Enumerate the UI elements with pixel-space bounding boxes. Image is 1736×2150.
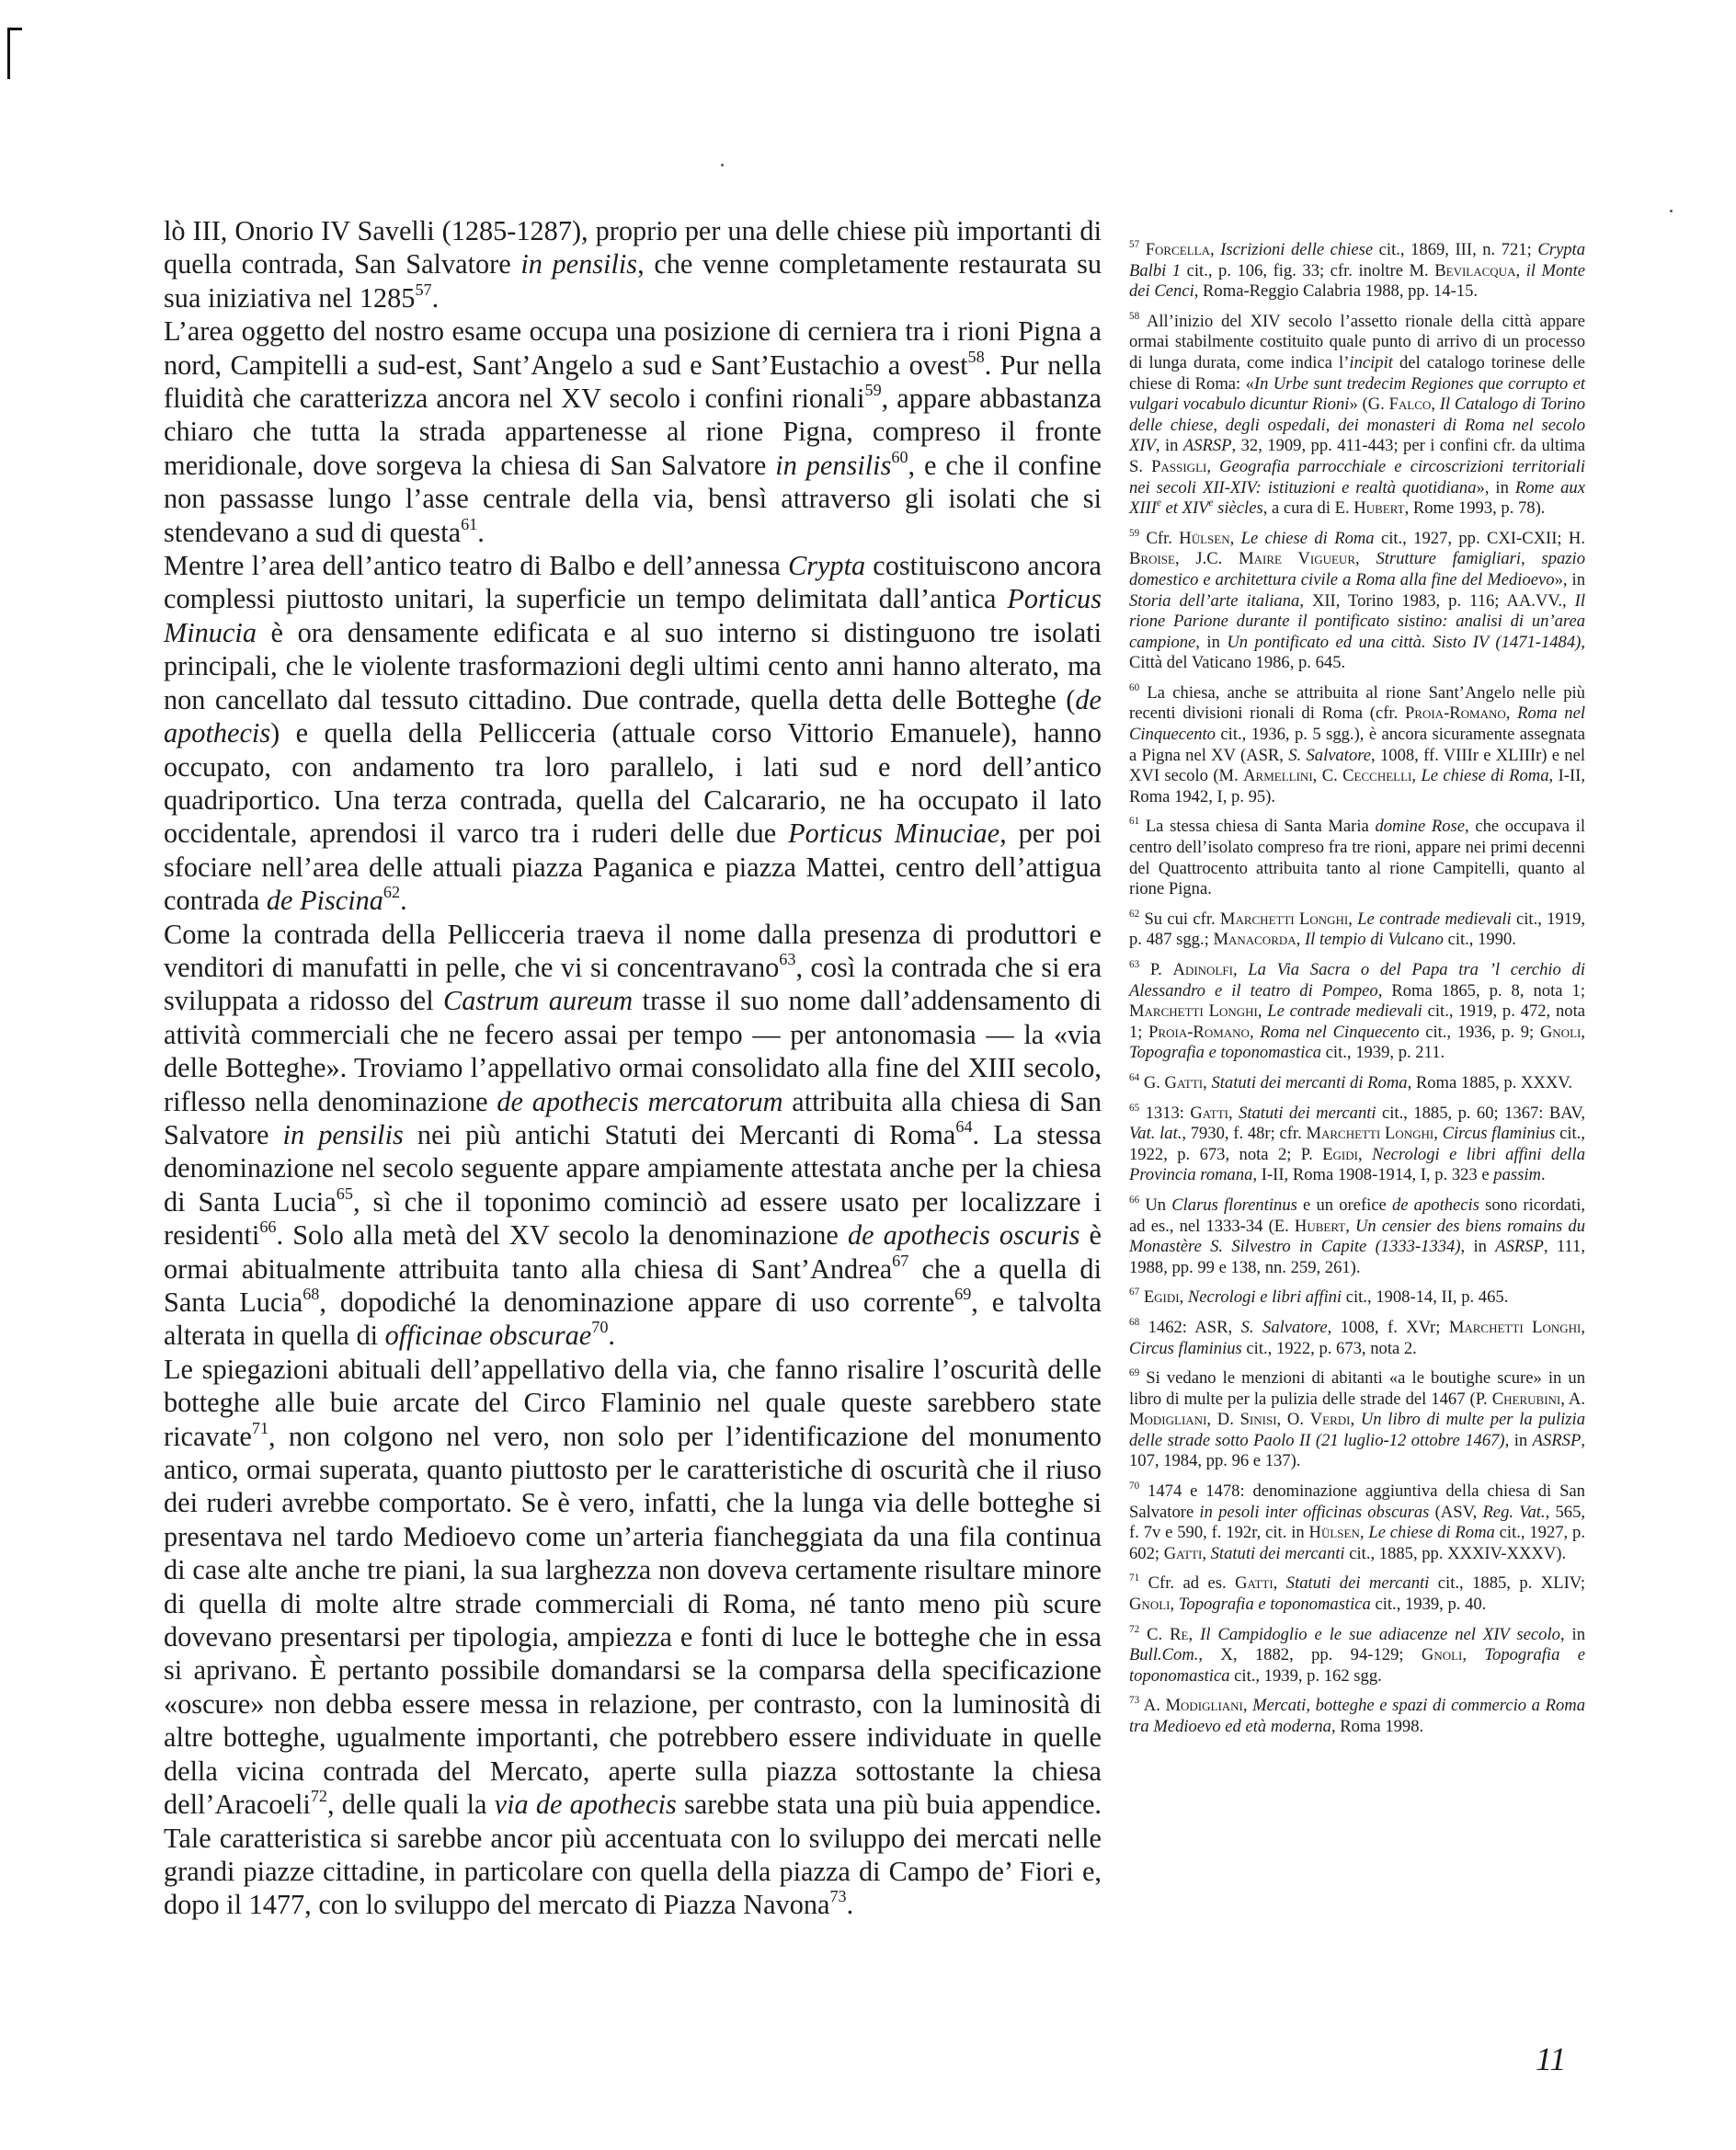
footnote-text: C. Re, Il Campidoglio e le sue adiacenze nel XIV secolo, in Bull.Com., X, 1882, pp. 94-129; Gnoli, Topografia e toponomastica cit., 1939, p. 162 sgg. [1129, 1624, 1586, 1686]
author-name: Egidi [1143, 1287, 1180, 1308]
footnote-reference: 59 [864, 380, 882, 399]
body-paragraph: lò III, Onorio IV Savelli (1285-1287), proprio per una delle chiese più importanti di quella contrada, San Salvatore in pensilis, che venne completamente restaurata su sua iniziativa nel 1285$^{57}$. [164, 215, 1102, 314]
author-name: Adinolfi [1172, 960, 1233, 979]
italic-text: ASRSP [1495, 1237, 1544, 1257]
footnotes-column [1129, 240, 1585, 1738]
body-paragraph: L’area oggetto del nostro esame occupa una posizione di cerniera tra i rioni Pigna a nord, Campitelli a sud-est, Sant’Angelo a sud e Sant’Eustachio a ovest$^{58}$. Pur nella fluidità che caratterizza ancora nel XV secolo i confini rionali$^{59}$, appare abbastanza chiaro che tutta la strada appartenesse al rione Pigna, compreso il fronte meridionale, dove sorgeva la chiesa di San Salvatore in pensilis$^{60}$, e che il confine non passasse lungo l’asse centrale della via, bensì attraverso gli isolati che si stendevano a sud di questa$^{61}$. [164, 315, 1102, 548]
italic-text: Crypta Balbi 1 [1129, 240, 1586, 280]
italic-text: in pensilis [282, 1118, 404, 1150]
author-name: Marchetti Longhi [1219, 909, 1349, 929]
footnote-text: Si vedano le menzioni di abitanti «a le boutighe scure» in un libro di multe per la pulizia delle strade del 1467 (P. Cherubini, A. Modigliani, D. Sinisi, O. Verdi, Un libro di multe per la pulizia delle strade sotto Paolo II (21 luglio-12 ottobre 1467), in ASRSP, 107, 1984, pp. 96 e 137). [1129, 1368, 1586, 1471]
italic-text: Il tempio di Vulcano [1304, 930, 1444, 950]
italic-text: Necrologi e libri affini della Provincia romana [1129, 1144, 1586, 1185]
footnote-reference: 70 [591, 1318, 609, 1337]
footnote-number: 69 [1129, 1367, 1140, 1379]
footnote-67 [1129, 1287, 1585, 1309]
footnote-number: 60 [1129, 681, 1140, 693]
author-name: Re [1170, 1624, 1189, 1644]
italic-text: Rome aux XIIIe et XIVe siècles [1129, 477, 1585, 519]
footnote-text: Cfr. ad es. Gatti, Statuti dei mercanti cit., 1885, p. XLIV; Gnoli, Topografia e toponomastica cit., 1939, p. 40. [1129, 1573, 1585, 1615]
footnote-text: La chiesa, anche se attribuita al rione Sant’Angelo nelle più recenti divisioni rionali di Roma (cfr. Proia-Romano, Roma nel Cinquecento cit., 1936, p. 5 sgg.), è ancora sicuramente assegnata a Pigna nel XV (ASR, S. Salvatore, 1008, ff. VIIIr e XLIIIr) e nel XVI secolo (M. Armellini, C. Cecchelli, Le chiese di Roma, I-II, Roma 1942, I, p. 95). [1129, 682, 1586, 806]
footnote-64 [1129, 1073, 1585, 1094]
footnote-number: 64 [1129, 1071, 1140, 1083]
body-paragraph: Mentre l’area dell’antico teatro di Balbo e dell’annessa Crypta costituiscono ancora complessi piuttosto unitari, la superficie un tempo delimitata dall’antica Porticus Minucia è ora densamente edificata e al suo interno si distinguono tre isolati principali, che le violente trasformazioni degli ultimi cento anni hanno alterato, ma non cancellato dal tessuto cittadino. Due contrade, quella detta delle Botteghe (de apothecis) e quella della Pellicceria (attuale corso Vittorio Emanuele), hanno occupato, con andamento tra loro parallelo, i lati sud e nord dell’antico quadriportico. Una terza contrada, quella del Calcarario, ne ha occupato il lato occidentale, aprendosi il varco tra i ruderi delle due Porticus Minuciae, per poi sfociare nell’area delle attuali piazza Paganica e piazza Mattei, centro dell’attigua contrada de Piscina$^{62}$. [164, 550, 1102, 917]
footnote-59 [1129, 529, 1585, 674]
footnote-number: 62 [1129, 908, 1140, 920]
italic-text: Porticus Minuciae, [788, 818, 1007, 850]
footnote-number: 70 [1129, 1481, 1140, 1492]
italic-text: Geografia parrocchiale e circoscrizioni territoriali nei secoli XII-XIV: istituzioni e realtà quotidiana [1129, 456, 1585, 497]
author-name: Gatti [1163, 1543, 1203, 1563]
footnote-reference: 68 [303, 1284, 320, 1303]
italic-text: de apothecis mercatorum [497, 1085, 783, 1117]
footnote-text: Egidi, Necrologi e libri affini cit., 1908-14, II, p. 465. [1143, 1287, 1509, 1308]
author-name: Proia-Romano [1404, 703, 1506, 724]
italic-text: Reg. Vat. [1482, 1502, 1546, 1522]
author-name: Gnoli [1129, 1595, 1171, 1615]
author-name: Gatti [1164, 1072, 1204, 1092]
dust-speck [721, 164, 724, 166]
footnote-72 [1129, 1625, 1585, 1687]
italic-text: Le chiese di Roma [1421, 766, 1549, 786]
footnote-number: 63 [1129, 958, 1140, 970]
main-text-column [164, 214, 1102, 1922]
italic-text: de apothecis oscuris [847, 1219, 1080, 1252]
footnote-text: P. Adinolfi, La Via Sacra o del Papa tra ’l cerchio di Alessandro e il teatro di Pompeo, Roma 1865, p. 8, nota 1; Marchetti Longhi, Le contrade medievali cit., 1919, p. 472, nota 1; Proia-Romano, Roma nel Cinquecento cit., 1936, p. 9; Gnoli, Topografia e toponomastica cit., 1939, p. 211. [1129, 960, 1585, 1063]
footnote-reference: 57 [415, 280, 432, 299]
italic-text: de apothecis [1391, 1195, 1479, 1215]
italic-text: Clarus florentinus [1171, 1195, 1297, 1215]
italic-text: Le chiese di Roma [1368, 1523, 1495, 1543]
italic-text: Il Campidoglio e le sue adiacenze nel XIV secolo [1200, 1624, 1560, 1644]
italic-text: Porticus Minucia [164, 583, 1102, 648]
footnote-number: 65 [1129, 1102, 1140, 1114]
footnote-60 [1129, 683, 1585, 808]
footnote-65 [1129, 1104, 1585, 1186]
author-name: Marchetti Longhi [1129, 1001, 1258, 1022]
footnote-reference: e [1208, 497, 1214, 509]
footnote-reference: 65 [336, 1184, 353, 1203]
italic-text: Bull.Com. [1129, 1645, 1199, 1665]
italic-text: Statuti dei mercanti [1285, 1573, 1430, 1594]
footnote-text: Cfr. Hülsen, Le chiese di Roma cit., 1927, pp. CXI-CXII; H. Broise, J.C. Maire Vigueur, Strutture famigliari, spazio domestico e architettura civile a Roma alla fine del Medioevo», in Storia dell’arte italiana, XII, Torino 1983, p. 116; AA.VV., Il rione Parione durante il pontificato sistino: analisi di un’area campione, in Un pontificato ed una città. Sisto IV (1471-1484), Città del Vaticano 1986, p. 645. [1129, 528, 1586, 673]
italic-text: Vat. lat. [1129, 1124, 1182, 1144]
footnote-reference: 72 [310, 1787, 327, 1806]
footnote-69 [1129, 1368, 1585, 1472]
italic-text: domine Rose [1375, 817, 1466, 837]
italic-text: via de apothecis [494, 1789, 677, 1821]
dust-speck [1670, 210, 1673, 212]
footnote-number: 67 [1129, 1287, 1140, 1298]
italic-text: Statuti dei mercanti di Roma [1211, 1072, 1408, 1092]
italic-text: Le contrade medievali [1267, 1001, 1422, 1022]
author-name: Hubert [1294, 1216, 1346, 1236]
italic-text: Statuti dei mercanti [1239, 1103, 1376, 1123]
footnote-text: All’inizio del XIV secolo l’assetto rionale della città appare ormai stabilmente costituito quale punto di arrivo di un processo di lunga durata, come indica l’incipit del catalogo torinese delle chiese di Roma: «In Urbe sunt tredecim Regiones que corrupto et vulgari vocabulo dicuntur Rioni» (G. Falco, Il Catalogo di Torino delle chiese, degli ospedali, dei monasteri di Roma nel secolo XIV, in ASRSP, 32, 1909, pp. 411-443; per i confini cfr. da ultima S. Passigli, Geografia parrocchiale e circoscrizioni territoriali nei secoli XII-XIV: istituzioni e realtà quotidiana», in Rome aux XIIIe et XIVe siècles, a cura di E. Hubert, Rome 1993, p. 78). [1129, 311, 1585, 519]
author-name: Egidi [1322, 1144, 1358, 1164]
italic-text: S. Salvatore [1288, 745, 1372, 765]
footnote-number: 68 [1129, 1316, 1140, 1328]
author-name: Manacorda [1213, 930, 1296, 950]
footnote-58 [1129, 312, 1585, 520]
italic-text: Mercati, botteghe e spazi di commercio a Roma tra Medioevo ed età moderna [1129, 1696, 1585, 1736]
italic-text: Il rione Parione durante il pontificato sistino: analisi di un’area campione [1129, 590, 1586, 652]
author-name: Broise [1129, 549, 1175, 569]
footnote-text: Forcella, Iscrizioni delle chiese cit., 1869, III, n. 721; Crypta Balbi 1 cit., p. 106, fig. 33; cfr. inoltre M. Bevilacqua, il Monte dei Cenci, Roma-Reggio Calabria 1988, pp. 14-15. [1129, 240, 1586, 302]
author-name: Marchetti Longhi [1448, 1317, 1582, 1337]
author-name: Modigliani [1129, 1410, 1207, 1430]
footnote-number: 66 [1129, 1194, 1140, 1206]
footnote-66 [1129, 1195, 1585, 1278]
footnote-number: 61 [1129, 816, 1140, 828]
author-name: Marchetti Longhi [1306, 1124, 1434, 1144]
author-name: Forcella [1145, 240, 1210, 259]
footnote-73 [1129, 1696, 1585, 1737]
italic-text: Un libro di multe per la pulizia delle strade sotto Paolo II (21 luglio-12 ottobre 1467) [1129, 1410, 1586, 1450]
italic-text: Un censier des biens romains du Monastère S. Silvestro in Capite (1333-1334) [1129, 1216, 1585, 1257]
footnote-text: 1313: Gatti, Statuti dei mercanti cit., 1885, p. 60; 1367: BAV, Vat. lat., 7930, f. 48r; cfr. Marchetti Longhi, Circus flaminius cit., 1922, p. 673, nota 2; P. Egidi, Necrologi e libri affini della Provincia romana, I-II, Roma 1908-1914, I, p. 323 e passim. [1129, 1103, 1586, 1185]
footnote-reference: e [1156, 497, 1161, 509]
author-name: Gatti [1190, 1103, 1228, 1123]
italic-text: Circus flaminius [1442, 1124, 1556, 1144]
author-name: Hülsen [1179, 528, 1230, 548]
footnote-text: La stessa chiesa di Santa Maria domine Rose, che occupava il centro dell’isolato compreso fra tre rioni, appare nei primi decenni del Quattrocento attribuita tanto al rione Campitelli, quanto al rione Pigna. [1129, 817, 1585, 899]
footnote-62 [1129, 909, 1585, 951]
footnote-reference: 58 [967, 347, 985, 366]
author-name: Proia-Romano [1148, 1022, 1250, 1042]
italic-text: La Via Sacra o del Papa tra ’l cerchio di Alessandro e il teatro di Pompeo [1129, 960, 1585, 1001]
footnote-text: Su cui cfr. Marchetti Longhi, Le contrade medievali cit., 1919, p. 487 sgg.; Manacorda, Il tempio di Vulcano cit., 1990. [1129, 909, 1586, 950]
body-paragraph: Le spiegazioni abituali dell’appellativo della via, che fanno risalire l’oscurità delle botteghe alle buie arcate del Circo Flaminio nel quale queste sarebbero state ricavate$^{71}$, non colgono nel vero, non solo per l’identificazione del monumento antico, ormai superata, quanto piuttosto per le caratteristiche di oscurità che il riuso dei ruderi avrebbe comportato. Se è vero, infatti, che la lunga via delle botteghe si presentava nel tardo Medioevo come un’arteria fiancheggiata da una fila continua di case alte anche tre piani, la sua larghezza non doveva certamente risultare minore di quella di molte altre strade commerciali di Roma, né tanto meno più scure dovevano presentarsi per tipologia, ampiezza e fonti di luce le botteghe che in essa si aprivano. È pertanto possibile domandarsi se la comparsa della specificazione «oscure» non debba essere messa in relazione, per contrasto, con la luminosità di altre botteghe, ugualmente importanti, che potrebbero essere individuate in quelle della vicina contrada del Mercato, aperte sulla piazza sottostante la chiesa dell’Aracoeli$^{72}$, delle quali la via de apothecis sarebbe stata una più buia appendice. Tale caratteristica si sarebbe ancor più accentuata con lo sviluppo dei mercati nelle grandi piazze cittadine, in particolare con quella della piazza di Campo de’ Fiori e, dopo il 1477, con lo sviluppo del mercato di Piazza Navona$^{73}$. [164, 1353, 1102, 1921]
footnote-reference: 62 [383, 883, 401, 902]
footnote-number: 72 [1129, 1623, 1140, 1635]
author-name: Falco [1388, 395, 1432, 415]
footnote-reference: 71 [251, 1418, 269, 1437]
footnote-reference: 73 [829, 1887, 847, 1906]
italic-text: Statuti dei mercanti [1210, 1543, 1345, 1563]
footnote-number: 58 [1129, 310, 1140, 322]
italic-text: passim [1493, 1165, 1541, 1185]
author-name: Hülsen [1308, 1523, 1360, 1543]
italic-text: ASRSP [1182, 436, 1232, 456]
italic-text: officinae obscurae [384, 1320, 592, 1352]
footnote-text: 1462: ASR, S. Salvatore, 1008, f. XVr; Marchetti Longhi, Circus flaminius cit., 1922, p. 673, nota 2. [1129, 1317, 1585, 1358]
footnote-text: A. Modigliani, Mercati, botteghe e spazi di commercio a Roma tra Medioevo ed età moderna, Roma 1998. [1129, 1696, 1585, 1736]
italic-text: in pensilis [520, 248, 638, 280]
footnote-reference: 61 [461, 514, 478, 533]
footnote-reference: 64 [955, 1116, 973, 1136]
italic-text: Circus flaminius [1129, 1338, 1242, 1358]
author-name: Cecchelli [1342, 766, 1412, 786]
italic-text: S. Salvatore [1240, 1317, 1328, 1337]
italic-text: Topografia e toponomastica [1178, 1595, 1371, 1615]
italic-text: Iscrizioni delle chiese [1220, 240, 1374, 259]
footnote-reference: 66 [259, 1218, 277, 1237]
italic-text: Il Catalogo di Torino delle chiese, degli ospedali, dei monasteri di Roma nel secolo XIV [1129, 395, 1585, 456]
footnote-57 [1129, 240, 1585, 303]
footnote-text: Un Clarus florentinus e un orefice de apothecis sono ricordati, ad es., nel 1333-34 (E. Hubert, Un censier des biens romains du Monastère S. Silvestro in Capite (1333-1334), in ASRSP, 111, 1988, pp. 99 e 138, nn. 259, 261). [1129, 1195, 1586, 1277]
footnote-number: 73 [1129, 1695, 1140, 1707]
author-name: Maire Vigueur [1239, 549, 1355, 569]
author-name: Gatti [1235, 1573, 1273, 1594]
italic-text: Un pontificato ed una città. Sisto IV (1471-1484) [1227, 632, 1582, 652]
footnote-reference: 63 [779, 949, 796, 968]
author-name: Bevilacqua [1434, 260, 1516, 280]
footnote-text: 1474 e 1478: denominazione aggiuntiva della chiesa di San Salvatore in pesoli inter officinas obscuras (ASV, Reg. Vat., 565, f. 7v e 590, f. 192r, cit. in Hülsen, Le chiese di Roma cit., 1927, p. 602; Gatti, Statuti dei mercanti cit., 1885, pp. XXXIV-XXXV). [1129, 1481, 1586, 1563]
footnote-number: 59 [1129, 527, 1140, 539]
footnote-number: 71 [1129, 1572, 1140, 1584]
author-name: Sinisi [1239, 1410, 1277, 1430]
footnote-61 [1129, 817, 1585, 899]
italic-text: Strutture famigliari, spazio domestico e architettura civile a Roma alla fine del Medioevo [1129, 549, 1585, 589]
italic-text: in pesoli inter officinas obscuras [1199, 1502, 1430, 1522]
author-name: Gnoli [1539, 1022, 1582, 1042]
italic-text: Necrologi e libri affini [1187, 1287, 1342, 1308]
italic-text: Crypta [787, 550, 866, 582]
author-name: Verdi [1309, 1410, 1351, 1430]
crop-mark-horizontal [7, 28, 22, 30]
author-name: Armellini [1243, 766, 1313, 786]
italic-text: il Monte dei Cenci [1129, 260, 1585, 302]
italic-text: in pensilis [775, 449, 892, 481]
author-name: Passigli [1151, 456, 1207, 476]
footnote-reference: 60 [891, 447, 908, 466]
italic-text: Topografia e toponomastica [1129, 1043, 1322, 1063]
author-name: Cherubini [1491, 1389, 1561, 1409]
italic-text: Roma nel Cinquecento [1260, 1022, 1420, 1042]
footnote-reference: 67 [892, 1251, 909, 1270]
italic-text: de apothecis [164, 683, 1102, 749]
author-name: Gnoli [1421, 1645, 1463, 1665]
italic-text: Storia dell’arte italiana [1129, 590, 1300, 611]
footnote-text: G. Gatti, Statuti dei mercanti di Roma, Roma 1885, p. XXXV. [1143, 1072, 1572, 1092]
footnote-71 [1129, 1573, 1585, 1615]
footnote-reference: 69 [954, 1284, 972, 1303]
italic-text: In Urbe sunt tredecim Regiones que corrupto et vulgari vocabulo dicuntur Rioni [1129, 373, 1585, 415]
italic-text: Le chiese di Roma [1240, 528, 1375, 548]
italic-text: Roma nel Cinquecento [1129, 703, 1586, 745]
author-name: Hubert [1353, 498, 1405, 519]
footnote-number: 57 [1129, 238, 1140, 250]
footnote-68 [1129, 1318, 1585, 1359]
author-name: Modigliani [1165, 1696, 1243, 1716]
footnote-70 [1129, 1481, 1585, 1564]
italic-text: de Piscina [266, 885, 383, 917]
footnote-63 [1129, 960, 1585, 1064]
italic-text: ASRSP [1532, 1430, 1582, 1450]
italic-text: Castrum aureum [443, 985, 634, 1017]
italic-text: incipit [1349, 352, 1393, 372]
crop-mark-vertical [7, 28, 10, 79]
page-number: 11 [1536, 2041, 1567, 2077]
italic-text: Le contrade medievali [1357, 909, 1512, 929]
body-paragraph: Come la contrada della Pellicceria traeva il nome dalla presenza di produttori e venditori di manufatti in pelle, che vi si concentravano$^{63}$, così la contrada che si era sviluppata a ridosso del Castrum aureum trasse il suo nome dall’addensamento di attività commerciali che ne fecero assai per tempo — per antonomasia — la «via delle Botteghe». Troviamo l’appellativo ormai consolidato alla fine del XIII secolo, riflesso nella denominazione de apothecis mercatorum attribuita alla chiesa di San Salvatore in pensilis nei più antichi Statuti dei Mercanti di Roma$^{64}$. La stessa denominazione nel secolo seguente appare ampiamente attestata anche per la chiesa di Santa Lucia$^{65}$, sì che il toponimo cominciò ad essere usato per localizzare i residenti$^{66}$. Solo alla metà del XV secolo la denominazione de apothecis oscuris è ormai abitualmente attribuita tanto alla chiesa di Sant’Andrea$^{67}$ che a quella di Santa Lucia$^{68}$, dopodiché la denominazione appare di uso corrente$^{69}$, e talvolta alterata in quella di officinae obscurae$^{70}$. [164, 918, 1102, 1352]
italic-text: Topografia e toponomastica [1129, 1645, 1586, 1686]
